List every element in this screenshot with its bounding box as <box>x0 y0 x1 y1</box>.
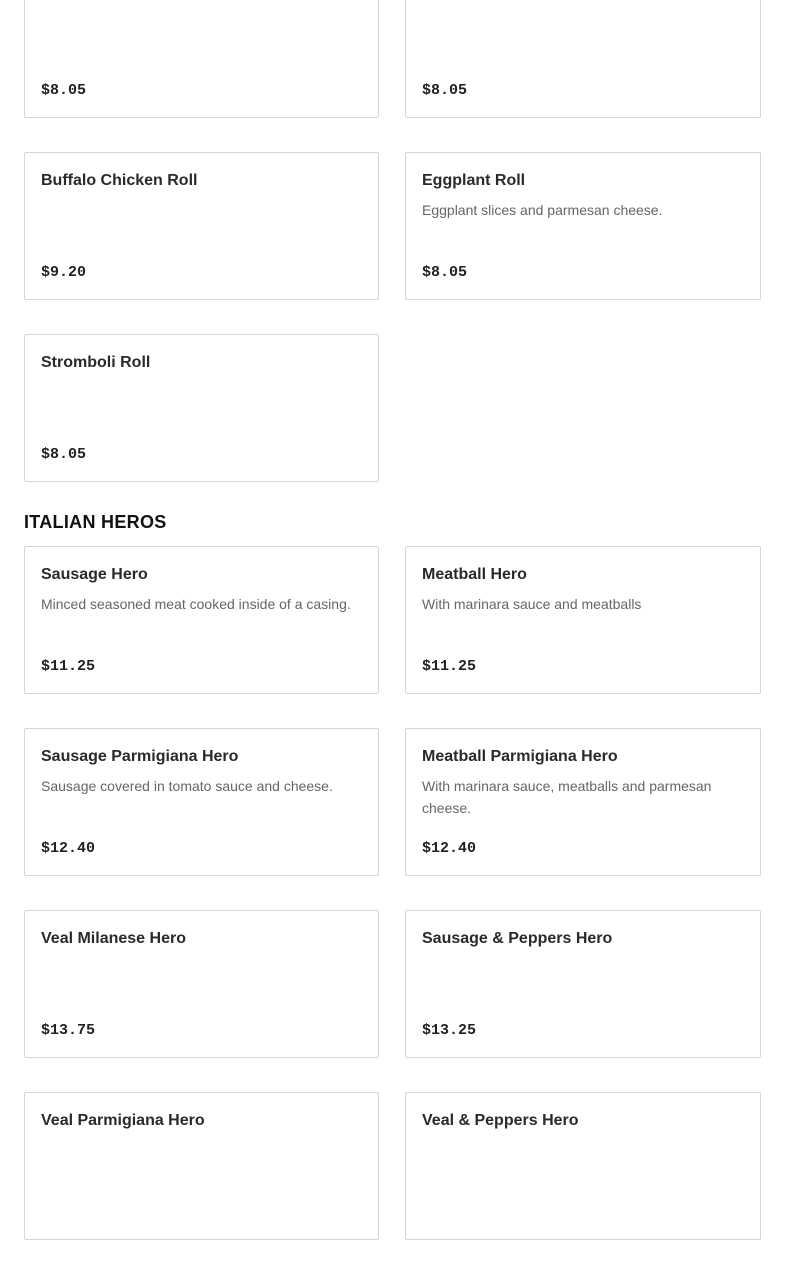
menu-item-price: $8.05 <box>41 82 87 99</box>
menu-item-card[interactable] <box>24 910 379 1058</box>
menu-item-card[interactable] <box>24 728 379 876</box>
menu-item-price: $9.20 <box>41 264 87 281</box>
menu-item-description: Sausage covered in tomato sauce and cheese. <box>41 778 333 794</box>
menu-item-price: $8.05 <box>422 264 468 281</box>
menu-item-price: $8.05 <box>422 82 468 99</box>
menu-item-price: $12.40 <box>41 840 96 857</box>
menu-item-name: Buffalo Chicken Roll <box>41 172 198 189</box>
menu-item-description: Eggplant slices and parmesan cheese. <box>422 202 663 218</box>
menu-item-price: $11.25 <box>41 658 96 675</box>
menu-item-card[interactable] <box>405 1092 761 1240</box>
menu-item-price: $11.25 <box>422 658 477 675</box>
menu-item-card[interactable] <box>405 728 761 876</box>
menu-item-name: Sausage & Peppers Hero <box>422 930 613 947</box>
menu-item-price: $13.25 <box>422 1022 477 1039</box>
menu-row <box>0 1092 785 1274</box>
menu-item-name: Meatball Parmigiana Hero <box>422 748 618 765</box>
menu-row <box>0 0 785 152</box>
section-heading <box>0 508 785 546</box>
menu-item-card[interactable] <box>24 1092 379 1240</box>
menu-row <box>0 546 785 728</box>
menu-item-description: With marinara sauce and meatballs <box>422 596 642 612</box>
menu-item-description: Minced seasoned meat cooked inside of a casing. <box>41 596 351 612</box>
menu-item-name: Veal Parmigiana Hero <box>41 1112 205 1129</box>
menu-item-name: Veal & Peppers Hero <box>422 1112 579 1129</box>
menu-item-card[interactable] <box>405 0 761 118</box>
menu-item-price: $12.40 <box>422 840 477 857</box>
menu-item-card[interactable] <box>24 0 379 118</box>
menu-item-name: Meatball Hero <box>422 566 527 583</box>
menu-row <box>0 910 785 1092</box>
menu-item-description: With marinara sauce, meatballs and parmesan cheese. <box>422 778 712 816</box>
menu-item-card[interactable] <box>24 334 379 482</box>
menu-item-card[interactable] <box>405 546 761 694</box>
section-title: ITALIAN HEROS <box>24 512 167 532</box>
menu-item-price: $8.05 <box>41 446 87 463</box>
menu-row <box>0 334 785 508</box>
menu-item-card[interactable] <box>405 152 761 300</box>
menu-row <box>0 728 785 910</box>
menu-row <box>0 152 785 334</box>
menu-item-card[interactable] <box>24 546 379 694</box>
menu-item-name: Sausage Hero <box>41 566 148 583</box>
menu-item-name: Sausage Parmigiana Hero <box>41 748 239 765</box>
menu-item-name: Eggplant Roll <box>422 172 526 189</box>
menu-item-card[interactable] <box>24 152 379 300</box>
menu-item-name: Stromboli Roll <box>41 354 151 371</box>
menu-item-card[interactable] <box>405 910 761 1058</box>
menu-item-price: $13.75 <box>41 1022 96 1039</box>
menu-item-name: Veal Milanese Hero <box>41 930 186 947</box>
